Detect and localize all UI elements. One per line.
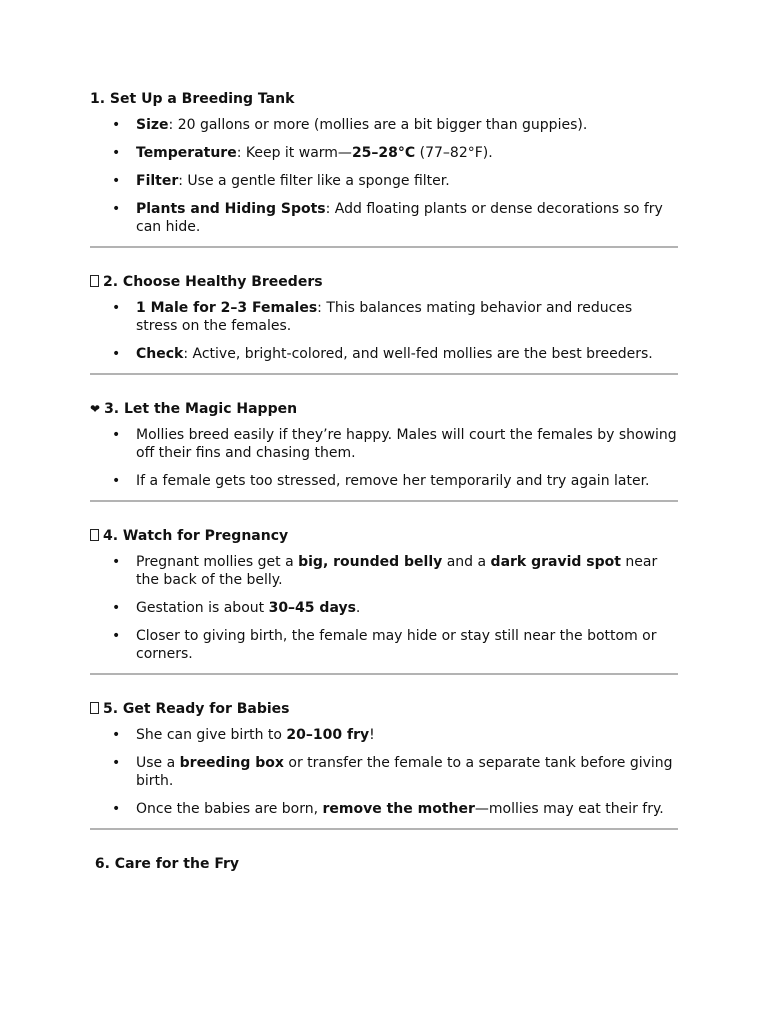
section-2 [90,273,678,363]
bullet-item [90,726,678,744]
section-heading-text: 2. Choose Healthy Breeders [103,274,323,290]
bullet-item [90,200,678,236]
bold-text: Temperature [136,145,237,161]
bullet-item [90,599,678,617]
text: near the back of the belly. [136,554,658,588]
section-heading [90,400,678,418]
bold-text: 30–45 days [268,600,356,616]
section-6 [90,855,678,873]
section-1 [90,90,678,236]
text: . [355,600,361,616]
bold-text: dark gravid spot [490,554,621,570]
text: If a female gets too stressed, remove her temporarily and try again later. [136,473,650,489]
bullet-item [90,627,678,663]
bold-text: Plants and Hiding Spots [136,201,326,217]
text: Pregnant mollies get a [136,554,299,570]
text: : Keep it warm— [236,145,352,161]
section-4 [90,527,678,663]
section-heading-text: 4. Watch for Pregnancy [103,528,289,544]
bullet-item [90,116,678,134]
text: or transfer the female to a separate tank before giving birth. [136,755,673,789]
section-heading [90,527,678,545]
bullet-list [90,553,678,663]
section-divider [90,500,678,502]
bold-text: Filter [136,173,179,189]
bullet-item [90,172,678,190]
bold-text: Check [136,346,184,362]
text: Once the babies are born, [136,801,323,817]
section-heading [90,855,678,873]
section-heading-text: 1. Set Up a Breeding Tank [90,91,295,107]
text: (77–82°F). [415,145,493,161]
bullet-item [90,553,678,589]
bullet-list [90,426,678,490]
bold-text: 1 Male for 2–3 Females [136,300,318,316]
section-5 [90,700,678,818]
missing-glyph-icon [90,702,99,714]
bold-text: big, rounded belly [298,554,443,570]
bold-text: 20–100 fry [286,727,370,743]
bullet-item [90,754,678,790]
text: Closer to giving birth, the female may hide or stay still near the bottom or corners. [136,628,657,662]
section-divider [90,673,678,675]
document-body [90,90,678,881]
bold-text: remove the mother [322,801,475,817]
bullet-item [90,299,678,335]
bullet-item [90,345,678,363]
section-3 [90,400,678,490]
missing-glyph-icon [90,275,99,287]
bullet-item [90,800,678,818]
bullet-list [90,299,678,363]
section-heading-text: 5. Get Ready for Babies [103,701,290,717]
bullet-item [90,472,678,490]
missing-glyph-icon [90,529,99,541]
text: She can give birth to [136,727,287,743]
bold-text: Size [136,117,169,133]
bullet-list [90,726,678,818]
text: : Active, bright-colored, and well-fed mollies are the best breeders. [183,346,653,362]
text: and a [442,554,491,570]
bold-text: breeding box [179,755,284,771]
heart-icon: ❤ [90,402,101,416]
text: : 20 gallons or more (mollies are a bit bigger than guppies). [168,117,588,133]
text: ! [369,727,375,743]
text: Gestation is about [136,600,269,616]
bold-text: 25–28°C [351,145,416,161]
text: : This balances mating behavior and reduces stress on the females. [136,300,633,334]
section-heading [90,273,678,291]
text: : Use a gentle filter like a sponge filter. [178,173,450,189]
section-heading [90,700,678,718]
section-divider [90,246,678,248]
section-heading-text: 6. Care for the Fry [90,856,240,872]
section-divider [90,828,678,830]
bullet-list [90,116,678,236]
text: Mollies breed easily if they’re happy. Males will court the females by showing off their fins and chasing them. [136,427,677,461]
section-divider [90,373,678,375]
text: —mollies may eat their fry. [474,801,664,817]
bullet-item [90,426,678,462]
section-heading [90,90,678,108]
text: Use a [136,755,180,771]
text: : Add floating plants or dense decorations so fry can hide. [136,201,663,235]
section-heading-text: 3. Let the Magic Happen [104,401,298,417]
bullet-item [90,144,678,162]
